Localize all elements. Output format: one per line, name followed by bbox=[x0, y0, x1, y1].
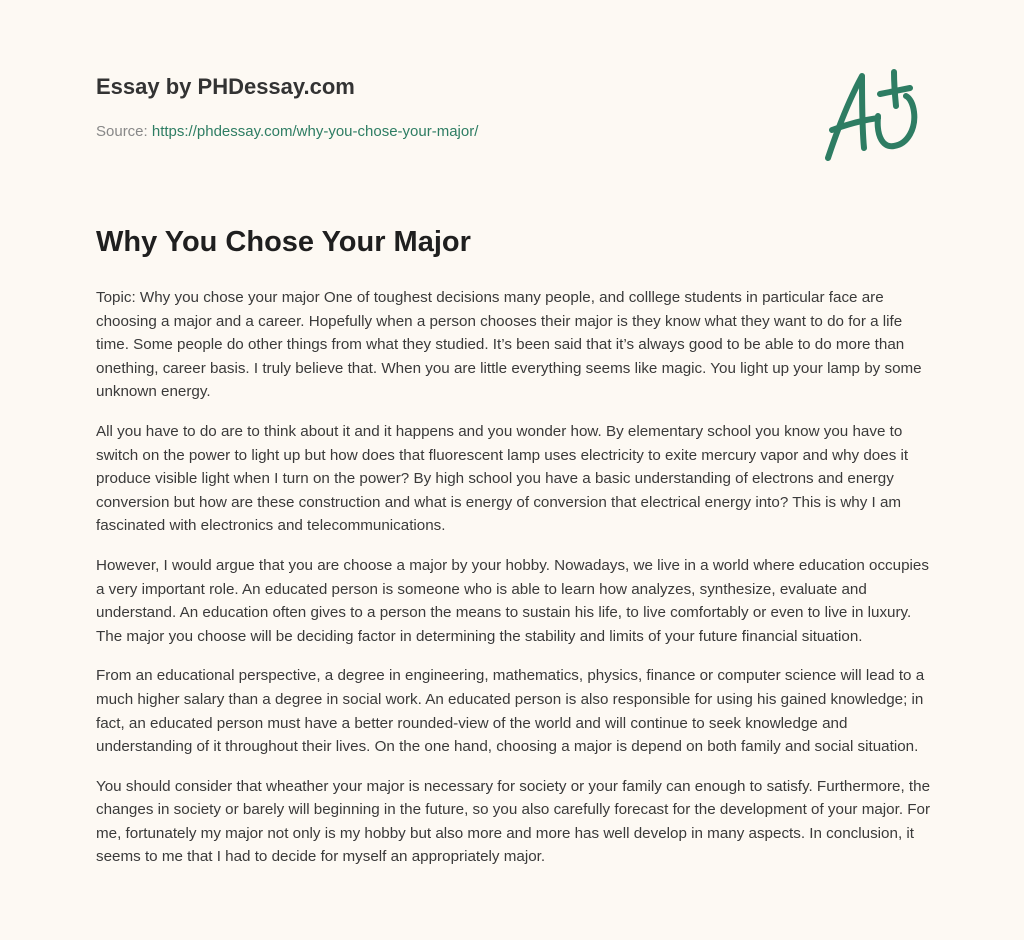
source-line bbox=[96, 123, 478, 140]
essay-paragraph: All you have to do are to think about it and it happens and you wonder how. By elementary school you know you have to switch on the power to light up but how does that fluorescent lamp uses electricity to exite mercury vapor and why does it produce visible light when I turn on the power? By high school you have a basic understanding of electrons and energy conversion but how are these construction and what is energy of conversion that electrical energy into? This is why I am fascinated with electronics and telecommunications. bbox=[96, 422, 909, 535]
essay-header bbox=[0, 0, 1024, 200]
essay-paragraph: You should consider that wheather your major is necessary for society or your family can enough to satisfy. Furthermore, the changes in society or barely will beginning in the future, so you also carefully forecast for the development of your major. For me, fortunately my major not only is my hobby but also more and more has well develop in many aspects. In conclusion, it seems to me that I had to decide for myself an appropriately major. bbox=[96, 777, 931, 866]
site-title: Essay by PHDessay.com bbox=[96, 74, 355, 99]
essay-title: Why You Chose Your Major bbox=[96, 226, 471, 258]
essay-paragraph: From an educational perspective, a degree in engineering, mathematics, physics, finance or computer science will lead to a much higher salary than a degree in social work. An educated person is also responsible for using his gained knowledge; in fact, an educated person must have a better rounded-view of the world and will continue to seek knowledge and understanding of it throughout their lives. On the one hand, choosing a major is depend on both family and social situation. bbox=[96, 667, 925, 756]
essay-paragraph: Topic: Why you chose your major One of toughest decisions many people, and colllege students in particular face are choosing a major and a career. Hopefully when a person chooses their major is they know what they want to do for a life time. Some people do other things from what they studied. It’s been said that it’s always good to be able to do more than onething, career basis. I truly believe that. When you are little everything seems like magic. You light up your lamp by some unknown energy. bbox=[96, 289, 922, 401]
source-label: Source: bbox=[96, 123, 152, 140]
source-link[interactable]: https://phdessay.com/why-you-chose-your-major/ bbox=[151, 123, 479, 140]
essay-body bbox=[96, 286, 938, 885]
essay-paragraph: However, I would argue that you are choose a major by your hobby. Nowadays, we live in a world where education occupies a very important role. An educated person is someone who is able to learn how analyzes, synthesize, evaluate and understand. An education often gives to a person the means to sustain his life, to live comfortably or even to live in luxury. The major you choose will be deciding factor in determining the stability and limits of your future financial situation. bbox=[96, 556, 929, 645]
a-plus-logo-icon bbox=[818, 68, 928, 164]
